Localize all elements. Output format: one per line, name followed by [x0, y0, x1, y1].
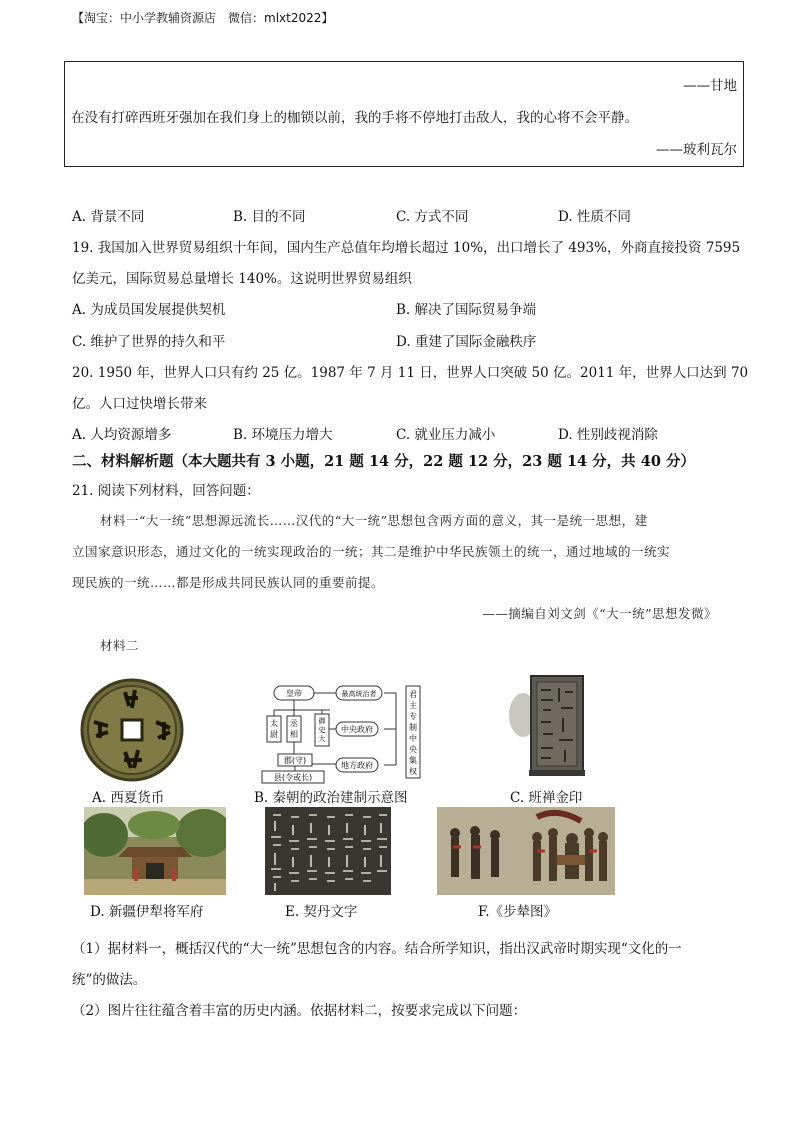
diagram-jun: 郡(守) — [283, 756, 307, 765]
q19-option-c: C. 维护了世界的持久和平 — [72, 334, 226, 350]
quote-box — [64, 61, 744, 167]
q21-intro: 21. 阅读下列材料，回答问题： — [72, 483, 260, 499]
material1-line1: 材料一“大一统”思想源远流长……汉代的“大一统”思想包含两方面的意义，其一是统一思想，建 — [100, 513, 648, 528]
panchen-seal-image — [505, 670, 589, 778]
material1-line2: 立国家意识形态，通过文化的一统实现政治的一统；其二是维护中华民族领土的统一，通过地域的一统实 — [72, 544, 671, 559]
diagram-supreme: 最高统治者 — [341, 690, 377, 698]
q21-subquestion-1-line1: （1）据材料一，概括汉代的“大一统”思想包含的内容。结合所学知识，指出汉武帝时期实现“文化的一 — [72, 941, 682, 957]
q20-option-d: D. 性别歧视消除 — [558, 427, 658, 443]
coin-image — [80, 678, 184, 782]
material1-line3: 现民族的一统……都是形成共同民族认同的重要前提。 — [72, 575, 385, 590]
quote-attribution-bolivar: ——玻利瓦尔 — [656, 142, 737, 158]
svg-text:权: 权 — [409, 767, 417, 776]
svg-text:史: 史 — [318, 726, 326, 734]
section-2-heading: 二、材料解析题（本大题共有 3 小题，21 题 14 分，22 题 12 分，23 题 14 分，共 40 分） — [72, 453, 695, 470]
caption-a: A. 西夏货币 — [92, 790, 165, 806]
q21-subquestion-2: （2）图片往往蕴含着丰富的历史内涵。依据材料二，按要求完成以下问题： — [72, 1003, 527, 1019]
caption-e: E. 契丹文字 — [285, 904, 358, 920]
q21-subquestion-1-line2: 统”的做法。 — [72, 972, 147, 988]
diagram-taiwei-2: 尉 — [270, 730, 278, 739]
bunian-painting-image — [437, 807, 615, 895]
svg-text:专: 专 — [409, 712, 417, 721]
svg-text:制: 制 — [409, 723, 417, 732]
quote-bolivar: 在没有打碎西班牙强加在我们身上的枷锁以前，我的手将不停地打击敌人，我的心将不会平静。 — [71, 110, 638, 126]
svg-text:君: 君 — [409, 690, 417, 699]
q18-option-b: B. 目的不同 — [233, 209, 306, 225]
q19-option-b: B. 解决了国际贸易争端 — [396, 302, 537, 318]
caption-d: D. 新疆伊犁将军府 — [90, 904, 204, 920]
svg-text:央: 央 — [409, 745, 417, 754]
diagram-local: 地方政府 — [341, 761, 373, 770]
q19-option-d: D. 重建了国际金融秩序 — [396, 334, 537, 350]
svg-text:主: 主 — [409, 701, 417, 710]
caption-c: C. 班禅金印 — [510, 790, 583, 806]
diagram-chengxiang-1: 丞 — [290, 719, 298, 728]
q20-stem-line1: 20. 1950 年，世界人口只有约 25 亿。1987 年 7 月 11 日，世界人口突破 50 亿。2011 年，世界人口达到 70 — [72, 365, 749, 381]
q18-option-d: D. 性质不同 — [558, 209, 631, 225]
q20-option-a: A. 人均资源增多 — [72, 427, 172, 443]
caption-f: F.《步辇图》 — [478, 904, 558, 920]
svg-text:大: 大 — [318, 735, 326, 743]
diagram-chengxiang-2: 相 — [290, 730, 298, 739]
yili-general-mansion-image — [84, 807, 226, 895]
q19-stem-line2: 亿美元，国际贸易总量增长 140%。这说明世界贸易组织 — [72, 271, 412, 287]
page-header: 【淘宝：中小学教辅资源店 微信：mlxt2022】 — [72, 11, 334, 25]
diagram-taiwei-1: 太 — [270, 719, 278, 728]
quote-attribution-gandhi: ——甘地 — [683, 78, 737, 94]
q20-option-b: B. 环境压力增大 — [233, 427, 333, 443]
diagram-emperor: 皇帝 — [286, 689, 302, 698]
caption-b: B. 秦朝的政治建制示意图 — [254, 790, 408, 806]
q20-stem-line2: 亿。人口过快增长带来 — [72, 396, 207, 412]
q18-option-c: C. 方式不同 — [396, 209, 469, 225]
q20-option-c: C. 就业压力减小 — [396, 427, 496, 443]
svg-text:集: 集 — [409, 756, 417, 765]
qin-political-diagram — [260, 684, 426, 784]
q18-option-a: A. 背景不同 — [72, 209, 145, 225]
q19-option-a: A. 为成员国发展提供契机 — [72, 302, 226, 318]
svg-text:中: 中 — [409, 734, 417, 743]
material2-label: 材料二 — [100, 638, 140, 653]
q19-stem-line1: 19. 我国加入世界贸易组织十年间，国内生产总值年均增长超过 10%，出口增长了 493%，外商直接投资 7595 — [72, 240, 741, 256]
svg-text:御: 御 — [318, 717, 326, 725]
material1-source: ——摘编自刘文剑《“大一统”思想发微》 — [482, 606, 717, 621]
diagram-central: 中央政府 — [341, 725, 373, 734]
khitan-script-image — [265, 807, 391, 895]
diagram-xian: 县(令或长) — [273, 773, 313, 782]
